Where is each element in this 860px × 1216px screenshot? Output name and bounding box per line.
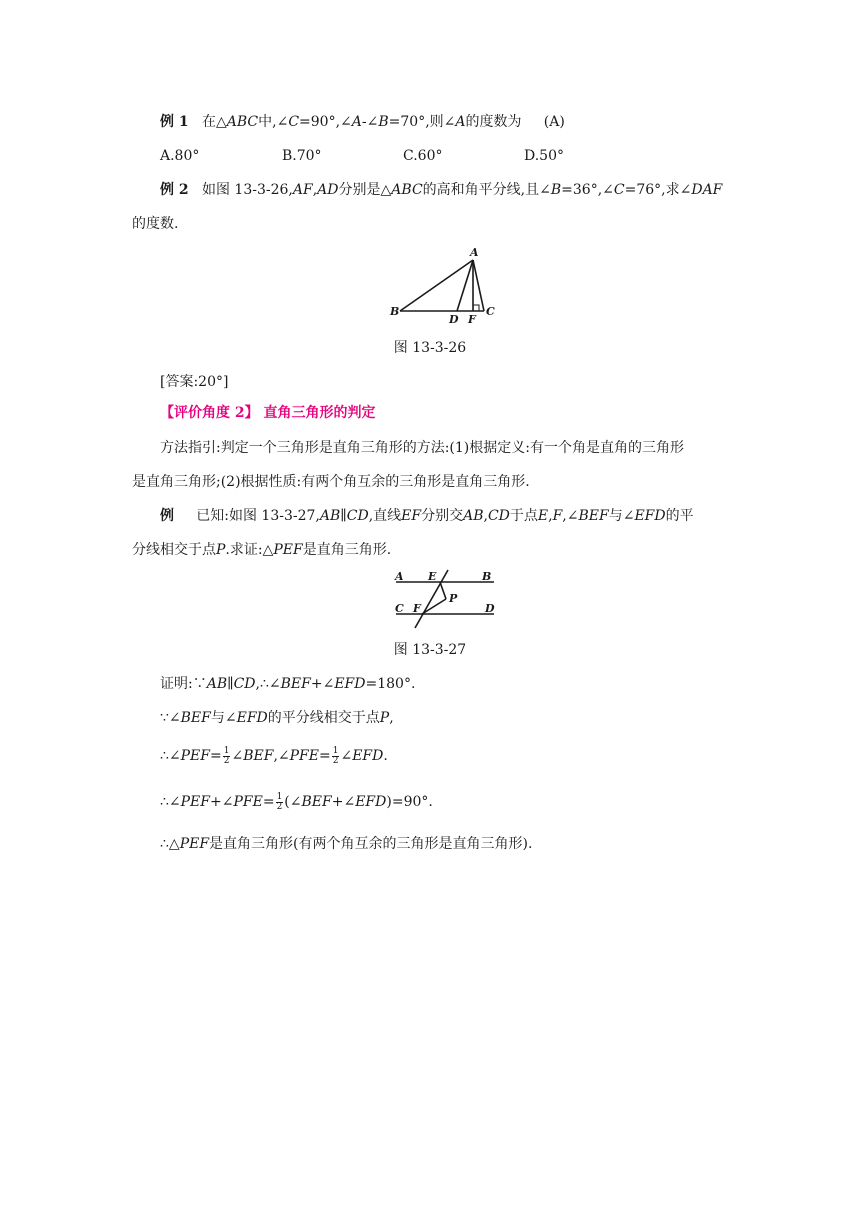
proof-line4	[160, 792, 433, 812]
text: =70°,则∠	[388, 114, 456, 130]
var: EFD	[236, 710, 268, 726]
text: ,	[312, 182, 318, 198]
text: 已知:如图 13-3-27,	[196, 508, 320, 524]
text: ,∴∠	[255, 676, 281, 692]
section-heading: 【评价角度 2】 直角三角形的判定	[160, 405, 376, 421]
numerator: 1	[276, 791, 283, 802]
var: AD	[317, 182, 339, 198]
text: .	[383, 748, 388, 764]
text: 在△	[201, 114, 227, 130]
fraction-half	[332, 747, 340, 766]
var: P	[216, 542, 226, 558]
var: EF	[401, 508, 422, 524]
label-f: F	[468, 313, 476, 326]
text: )=90°.	[386, 794, 433, 810]
example2-question	[160, 180, 722, 200]
proof-line1	[160, 674, 415, 694]
var: A	[351, 114, 362, 130]
var: C	[288, 114, 300, 130]
label-b: B	[482, 570, 492, 583]
var: BEF	[243, 748, 274, 764]
denominator: 2	[223, 755, 230, 766]
var: PEF	[180, 748, 210, 764]
label-p: P	[449, 592, 458, 605]
text: ,	[389, 710, 394, 726]
numerator: 1	[223, 745, 230, 756]
example3-label: 例	[160, 508, 174, 524]
text: ∴△	[160, 836, 180, 852]
var: BEF	[301, 794, 332, 810]
text: 与∠	[210, 710, 237, 726]
text: -∠	[361, 114, 379, 130]
figure-caption-27: 图 13-3-27	[393, 642, 467, 658]
text: =	[262, 794, 275, 810]
option-c: C.60°	[403, 148, 443, 164]
var: PEF	[273, 542, 303, 558]
text: =	[210, 748, 222, 764]
text: 的平	[665, 508, 694, 524]
fraction-half	[223, 747, 231, 766]
fraction-half	[276, 793, 284, 812]
var: ABC	[391, 182, 423, 198]
text: ,∠	[562, 508, 579, 524]
text: 分别交	[421, 508, 464, 524]
var: CD	[487, 508, 510, 524]
var: A	[455, 114, 466, 130]
proof-line5	[160, 834, 532, 854]
text: ∴∠	[160, 794, 181, 810]
example1-label: 例 1	[160, 114, 189, 130]
text: 分线相交于点	[132, 542, 216, 558]
text: =180°.	[365, 676, 416, 692]
text: .求证:△	[225, 542, 274, 558]
right-angle-mark	[473, 305, 479, 311]
label-b: B	[390, 305, 400, 318]
var: ABC	[226, 114, 259, 130]
text: =90°,∠	[299, 114, 352, 130]
var: E	[537, 508, 549, 524]
text: 的度数为	[465, 114, 522, 130]
text: ,直线	[368, 508, 402, 524]
var: EFD	[634, 508, 666, 524]
var: CD	[233, 676, 256, 692]
var: BEF	[180, 710, 211, 726]
label-c: C	[486, 305, 495, 318]
text: 是直角三角形.	[302, 542, 392, 558]
var: AF	[292, 182, 313, 198]
example3-question	[160, 506, 694, 526]
example3-question-cont	[132, 540, 391, 560]
var: PFE	[289, 748, 319, 764]
example1-question	[160, 112, 565, 132]
text: =36°,∠	[561, 182, 614, 198]
var: F	[552, 508, 563, 524]
text: ∴∠	[160, 748, 181, 764]
example1-answer: (A)	[543, 114, 565, 130]
label-d: D	[449, 313, 459, 326]
var: PFE	[233, 794, 263, 810]
denominator: 2	[332, 755, 339, 766]
text: +∠	[331, 794, 356, 810]
var: EFD	[352, 748, 384, 764]
text: 如图 13-3-26,	[201, 182, 293, 198]
text: 的高和角平分线,且∠	[422, 182, 551, 198]
figure-13-3-26	[388, 244, 498, 326]
option-a: A.80°	[160, 148, 200, 164]
text: ∵∠	[160, 710, 181, 726]
option-d: D.50°	[524, 148, 564, 164]
text: ∥	[340, 508, 347, 524]
var: BEF	[578, 508, 609, 524]
var: EFD	[334, 676, 366, 692]
text: ∠	[340, 748, 353, 764]
text: ,∠	[273, 748, 290, 764]
example2-label: 例 2	[160, 182, 189, 198]
label-a: A	[395, 570, 404, 583]
text: +∠	[310, 676, 335, 692]
proof-line3	[160, 746, 388, 766]
text: 与∠	[608, 508, 635, 524]
text: 分别是△	[338, 182, 392, 198]
method-guide-line2: 是直角三角形;(2)根据性质:有两个角互余的三角形是直角三角形.	[132, 474, 530, 490]
label-f: F	[413, 602, 421, 615]
label-e: E	[428, 570, 437, 583]
figure-caption-26: 图 13-3-26	[393, 340, 467, 356]
example2-question-cont: 的度数.	[132, 216, 179, 232]
method-guide-line1: 方法指引:判定一个三角形是直角三角形的方法:(1)根据定义:有一个角是直角的三角形	[160, 440, 684, 456]
text: =	[318, 748, 331, 764]
segment-ac	[473, 260, 484, 311]
option-b: B.70°	[282, 148, 322, 164]
segment-ad	[457, 260, 473, 311]
var: AB	[319, 508, 341, 524]
var: PEF	[179, 836, 210, 852]
var: B	[550, 182, 562, 198]
text: 于点	[509, 508, 538, 524]
label-a: A	[470, 246, 479, 259]
text: 证明:∵	[160, 676, 207, 692]
segment-fp	[422, 599, 446, 614]
label-c: C	[395, 602, 404, 615]
label-d: D	[485, 602, 495, 615]
segment-ba	[400, 260, 473, 311]
var: EFD	[355, 794, 387, 810]
denominator: 2	[276, 801, 283, 812]
var: CD	[346, 508, 369, 524]
text: ,	[548, 508, 553, 524]
text: =76°,求∠	[624, 182, 692, 198]
var: AB	[463, 508, 484, 524]
example2-answer: [答案:20°]	[160, 374, 229, 390]
var: AB	[206, 676, 228, 692]
text: 的平分线相交于点	[267, 710, 380, 726]
text: 中,∠	[258, 114, 289, 130]
text: +∠	[210, 794, 234, 810]
var: BEF	[280, 676, 311, 692]
proof-line2	[160, 708, 394, 728]
var: C	[613, 182, 625, 198]
var: P	[379, 710, 390, 726]
text: ,	[483, 508, 488, 524]
var: PEF	[180, 794, 210, 810]
text: ∥	[227, 676, 234, 692]
text: ∠	[231, 748, 244, 764]
numerator: 1	[332, 745, 339, 756]
var: DAF	[691, 182, 723, 198]
figure-13-3-27	[388, 568, 500, 630]
text: (∠	[284, 794, 302, 810]
var: B	[378, 114, 389, 130]
text: 是直角三角形(有两个角互余的三角形是直角三角形).	[209, 836, 533, 852]
segment-ep	[440, 582, 446, 599]
